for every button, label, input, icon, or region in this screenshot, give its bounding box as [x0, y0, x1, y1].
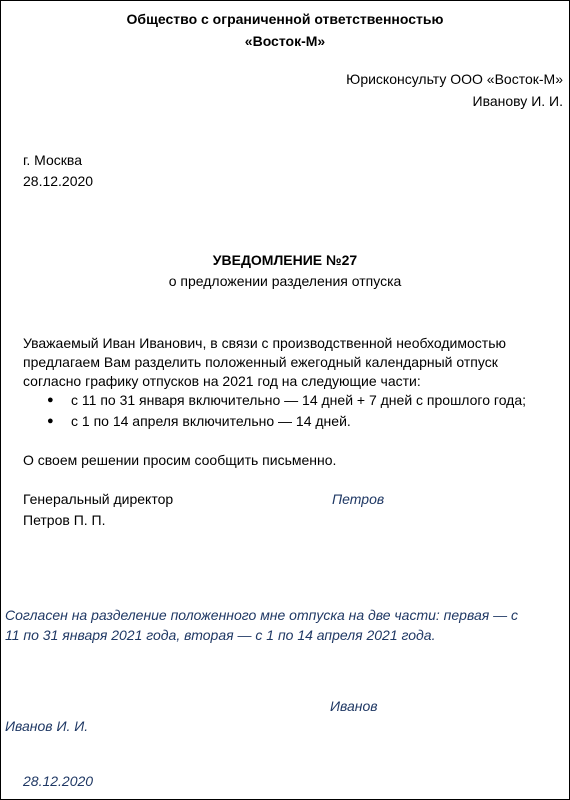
company-name-line1: Общество с ограниченной ответственностью	[126, 11, 444, 27]
vacation-part-2: ● с 1 по 14 апреля включительно — 14 дней.	[23, 411, 526, 432]
consent-date: 28.12.2020	[23, 773, 94, 789]
notice-subtitle: о предложении разделения отпуска	[168, 273, 402, 289]
notice-title: УВЕДОМЛЕНИЕ №27	[212, 252, 358, 268]
consent-line-1: Согласен на разделение положенного мне отпуска на две части: первая — с	[5, 607, 518, 623]
vacation-parts-list	[23, 390, 526, 432]
place: г. Москва	[23, 152, 82, 168]
body-line-3: согласно графику отпусков на 2021 год на следующие части:	[23, 373, 421, 389]
body-line-1: Уважаемый Иван Иванович, в связи с производственной необходимостью	[23, 335, 506, 351]
signer-name: Петров П. П.	[23, 512, 106, 528]
request-text: О своем решении просим сообщить письменно.	[23, 452, 337, 468]
employee-signature: Иванов	[330, 698, 378, 714]
director-signature: Петров	[332, 491, 385, 507]
employee-name: Иванов И. И.	[5, 718, 89, 734]
signer-position: Генеральный директор	[23, 491, 174, 507]
document-date: 28.12.2020	[23, 173, 94, 189]
addressee-name: Иванову И. И.	[472, 93, 563, 109]
company-name-line2: «Восток-М»	[244, 33, 326, 49]
addressee-position: Юрисконсульту ООО «Восток-М»	[346, 71, 563, 87]
vacation-part-1: ● с 11 по 31 января включительно — 14 дней + 7 дней с прошлого года;	[23, 390, 526, 411]
consent-line-2: 11 по 31 января 2021 года, вторая — с 1 по 14 апреля 2021 года.	[5, 627, 436, 643]
body-line-2: предлагаем Вам разделить положенный ежегодный календарный отпуск	[23, 354, 498, 370]
